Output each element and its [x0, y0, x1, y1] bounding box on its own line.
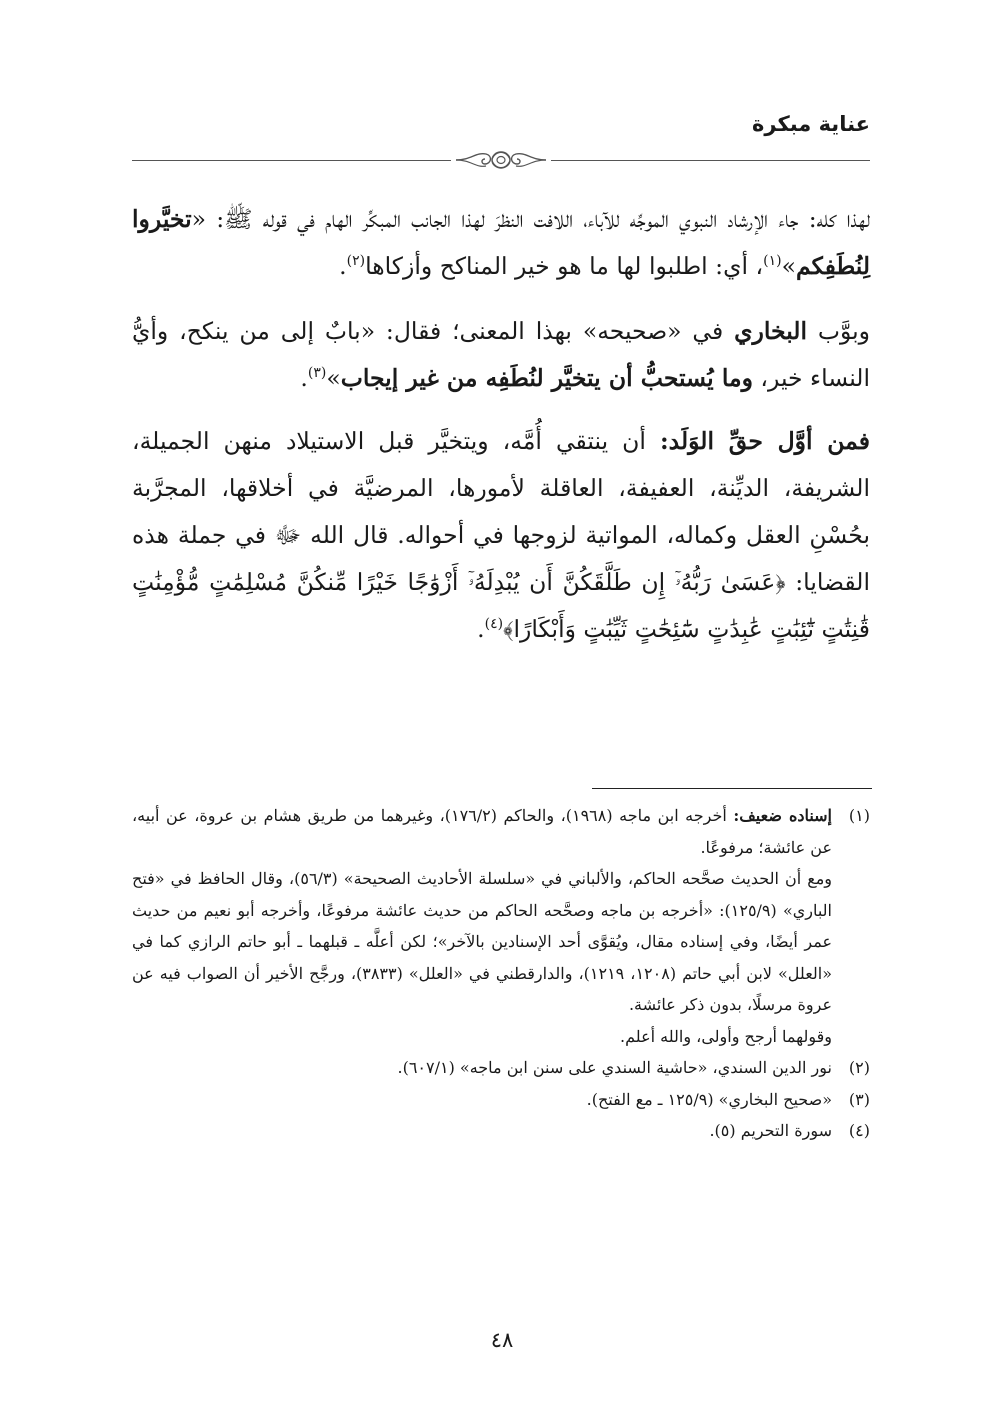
- hadith-text: تخيَّروا لِنُطَفِكم: [132, 205, 870, 280]
- footnote-ref-4[interactable]: (٤): [484, 616, 504, 633]
- footnote-4: (٤) سورة التحريم (٥).: [132, 1115, 870, 1147]
- footnote-number: (٢): [848, 1058, 870, 1077]
- footnote-number: (١): [848, 806, 870, 825]
- quran-verse: ﴿عَسَىٰ رَبُّهُۥٓ إِن طَلَّقَكُنَّ أَن يُبْدِلَهُۥٓ أَزْوَٰجًا خَيْرًا مِّنكُنَّ مُسْلِمَٰتٍ مُّؤْمِنَٰتٍ قَٰنِتَٰتٍ تَٰٓئِبَٰتٍ عَٰبِدَٰتٍ سَٰٓئِحَٰتٍ ثَيِّبَٰتٍ وَأَبْكَارًا﴾: [132, 568, 870, 643]
- ornament-icon: [451, 146, 551, 174]
- footnote-ref-3[interactable]: (٣): [307, 365, 327, 382]
- footnote-2: (٢) نور الدين السندي، «حاشية السندي على سنن ابن ماجه» (٦٠٧/١).: [132, 1052, 870, 1084]
- footnote-separator: [592, 788, 872, 789]
- paragraph-lead: فمن أوَّل حقِّ الوَلَد:: [660, 427, 870, 455]
- paragraph-3: فمن أوَّل حقِّ الوَلَد: أن ينتقي أُمَّه، ويتخيَّر قبل الاستيلاد منهن الجميلة، الشريفة، الديِّنة، العفيفة، العاقلة لأمورها، المرضيَّة في أخلاقها، المجرَّبة بحُسْنِ العقل وكماله، المواتية لزوجها في أحواله. قال الله ﷻ في جملة هذه القضايا: ﴿عَسَىٰ رَبُّهُۥٓ إِن طَلَّقَكُنَّ أَن يُبْدِلَهُۥٓ أَزْوَٰجًا خَيْرًا مِّنكُنَّ مُسْلِمَٰتٍ مُّؤْمِنَٰتٍ قَٰنِتَٰتٍ تَٰٓئِبَٰتٍ عَٰبِدَٰتٍ سَٰٓئِحَٰتٍ ثَيِّبَٰتٍ وَأَبْكَارًا﴾$^{(٤)}$.: [132, 427, 870, 643]
- footnote-1: (١) إسناده ضعيف: أخرجه ابن ماجه (١٩٦٨)، والحاكم (١٧٦/٢)، وغيرهما من طريق هشام بن عروة، عن أبيه، عن عائشة؛ مرفوعًا. ومع أن الحديث صحَّحه الحاكم، والألباني في «سلسلة الأحاديث الصحيحة» (٥٦/٣)، وقال الحافظ في «فتح الباري» (١٢٥/٩): «أخرجه بن ماجه وصحَّحه الحاكم من حديث عائشة مرفوعًا، وأخرجه أبو نعيم من حديث عمر أيضًا، وفي إسناده مقال، ويُقوَّى أحد الإسنادين بالآخر»؛ لكن أعلَّه ـ قبلهما ـ أبو حاتم الرازي كما في «العلل» لابن أبي حاتم (١٢٠٨، ١٢١٩)، والدارقطني في «العلل» (٣٨٣٣)، ورجَّح الأخير أن الصواب فيه عن عروة مرسلًا، بدون ذكر عائشة. وقولهما أرجح وأولى، والله أعلم.: [132, 800, 870, 1052]
- footnote-3: (٣) «صحيح البخاري» (١٢٥/٩ ـ مع الفتح).: [132, 1084, 870, 1116]
- footnote-number: (٣): [848, 1089, 870, 1109]
- bukhari-name: البخاري: [734, 317, 807, 345]
- footnote-ref-1[interactable]: (١): [763, 253, 782, 270]
- paragraph-2: وبوَّب البخاري في «صحيحه» بهذا المعنى؛ فقال: «بابٌ إلى من ينكح، وأيُّ النساء خير، وما يُستحبُّ أن يتخيَّر لنُطَفِه من غير إيجاب»$^{(٣)}$.: [132, 317, 871, 392]
- footnotes: [132, 800, 870, 1147]
- paragraph-1: لهذا كله: جاء الإرشاد النبوي الموجِّه للآباء، اللافت النظرَ لهذا الجانب المبكِّر الهام في قوله ﷺ: «تخيَّروا لِنُطَفِكم»$^{(١)}$، أي: اطلبوا لها ما هو خير المناكح وأزكاها$^{(٢)}$.: [132, 205, 870, 280]
- footnote-lead: إسناده ضعيف:: [733, 806, 833, 825]
- chapter-title: وما يُستحبُّ أن يتخيَّر لنُطَفِه من غير إيجاب: [340, 364, 753, 392]
- footnote-number: (٤): [848, 1121, 870, 1140]
- page-number: ٤٨: [490, 1328, 514, 1352]
- footnote-ref-2[interactable]: (٢): [346, 253, 366, 270]
- running-head: عناية مبكرة: [752, 112, 870, 136]
- main-text: [132, 196, 870, 653]
